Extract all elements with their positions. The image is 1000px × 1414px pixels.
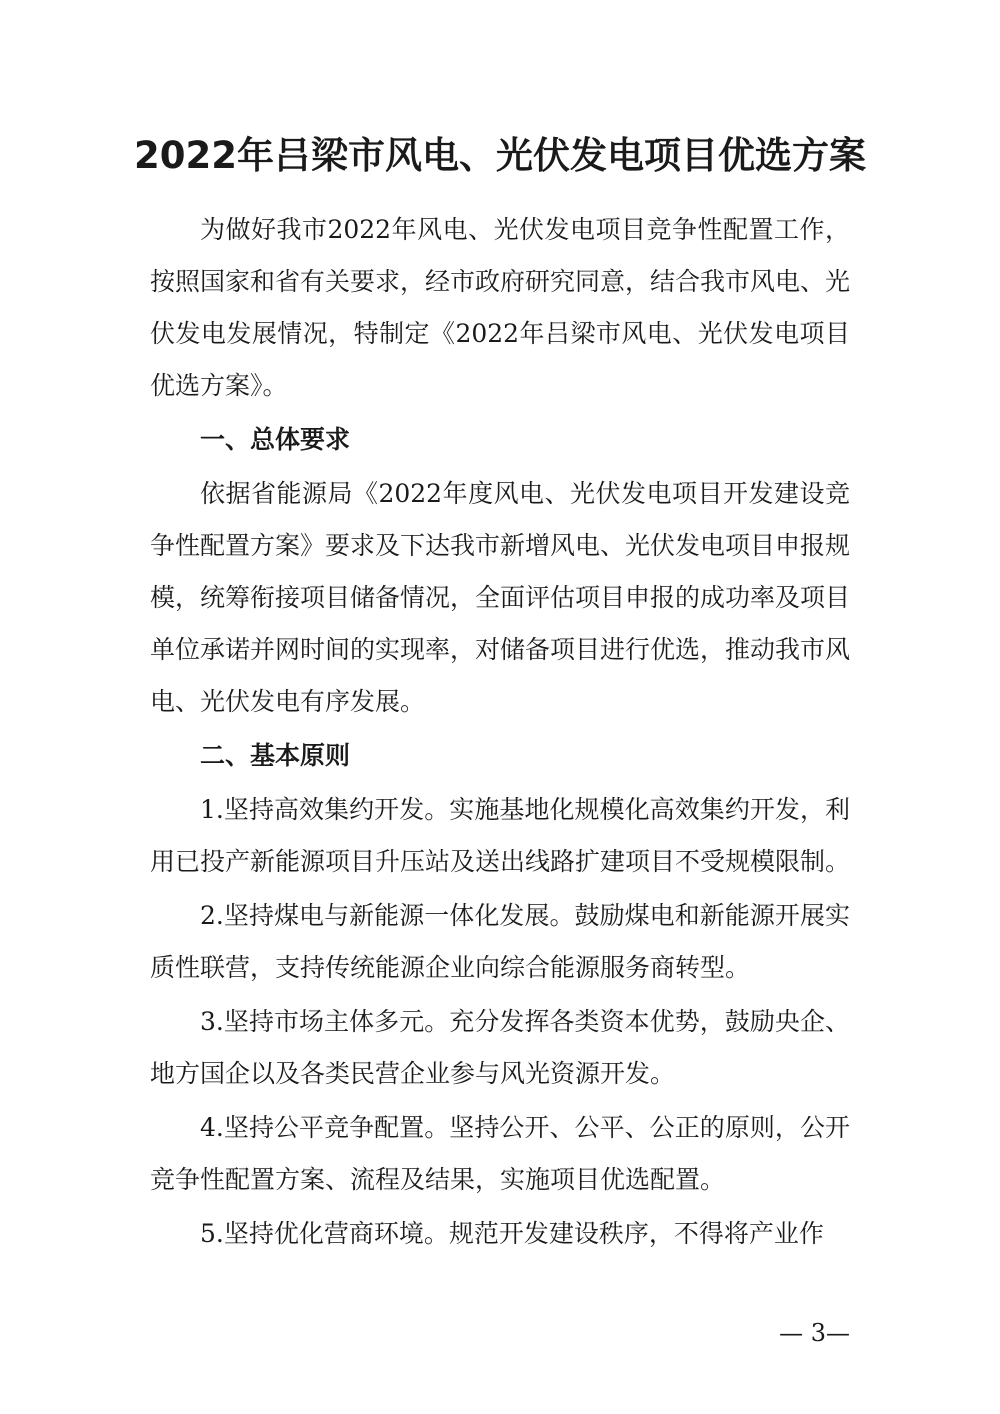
page-number: — 3— (779, 1319, 850, 1347)
general-requirements-paragraph: 依据省能源局《2022年度风电、光伏发电项目开发建设竞争性配置方案》要求及下达我市新增风电、光伏发电项目申报规模，统筹衔接项目储备情况，全面评估项目申报的成功率及项目单位承诺并网时间的实现率，对储备项目进行优选，推动我市风电、光伏发电有序发展。 (150, 479, 851, 716)
section-heading-basic-principles: 二、基本原则 (200, 741, 351, 770)
document-body (150, 204, 850, 1262)
document-title: 2022年吕梁市风电、光伏发电项目优选方案 (134, 134, 866, 177)
principle-item-4: 4.坚持公平竞争配置。坚持公开、公平、公正的原则，公开竞争性配置方案、流程及结果，实施项目优选配置。 (150, 1113, 850, 1194)
intro-paragraph: 为做好我市2022年风电、光伏发电项目竞争性配置工作，按照国家和省有关要求，经市政府研究同意，结合我市风电、光伏发电发展情况，特制定《2022年吕梁市风电、光伏发电项目优选方案》。 (150, 215, 851, 400)
section-heading-general-requirements: 一、总体要求 (200, 425, 351, 454)
principle-item-3: 3.坚持市场主体多元。充分发挥各类资本优势，鼓励央企、地方国企以及各类民营企业参与风光资源开发。 (150, 1007, 850, 1088)
principle-item-5: 5.坚持优化营商环境。规范开发建设秩序，不得将产业作 (200, 1219, 824, 1248)
principle-item-2: 2.坚持煤电与新能源一体化发展。鼓励煤电和新能源开展实质性联营，支持传统能源企业向综合能源服务商转型。 (150, 901, 850, 982)
principle-item-1: 1.坚持高效集约开发。实施基地化规模化高效集约开发，利用已投产新能源项目升压站及送出线路扩建项目不受规模限制。 (150, 795, 851, 876)
